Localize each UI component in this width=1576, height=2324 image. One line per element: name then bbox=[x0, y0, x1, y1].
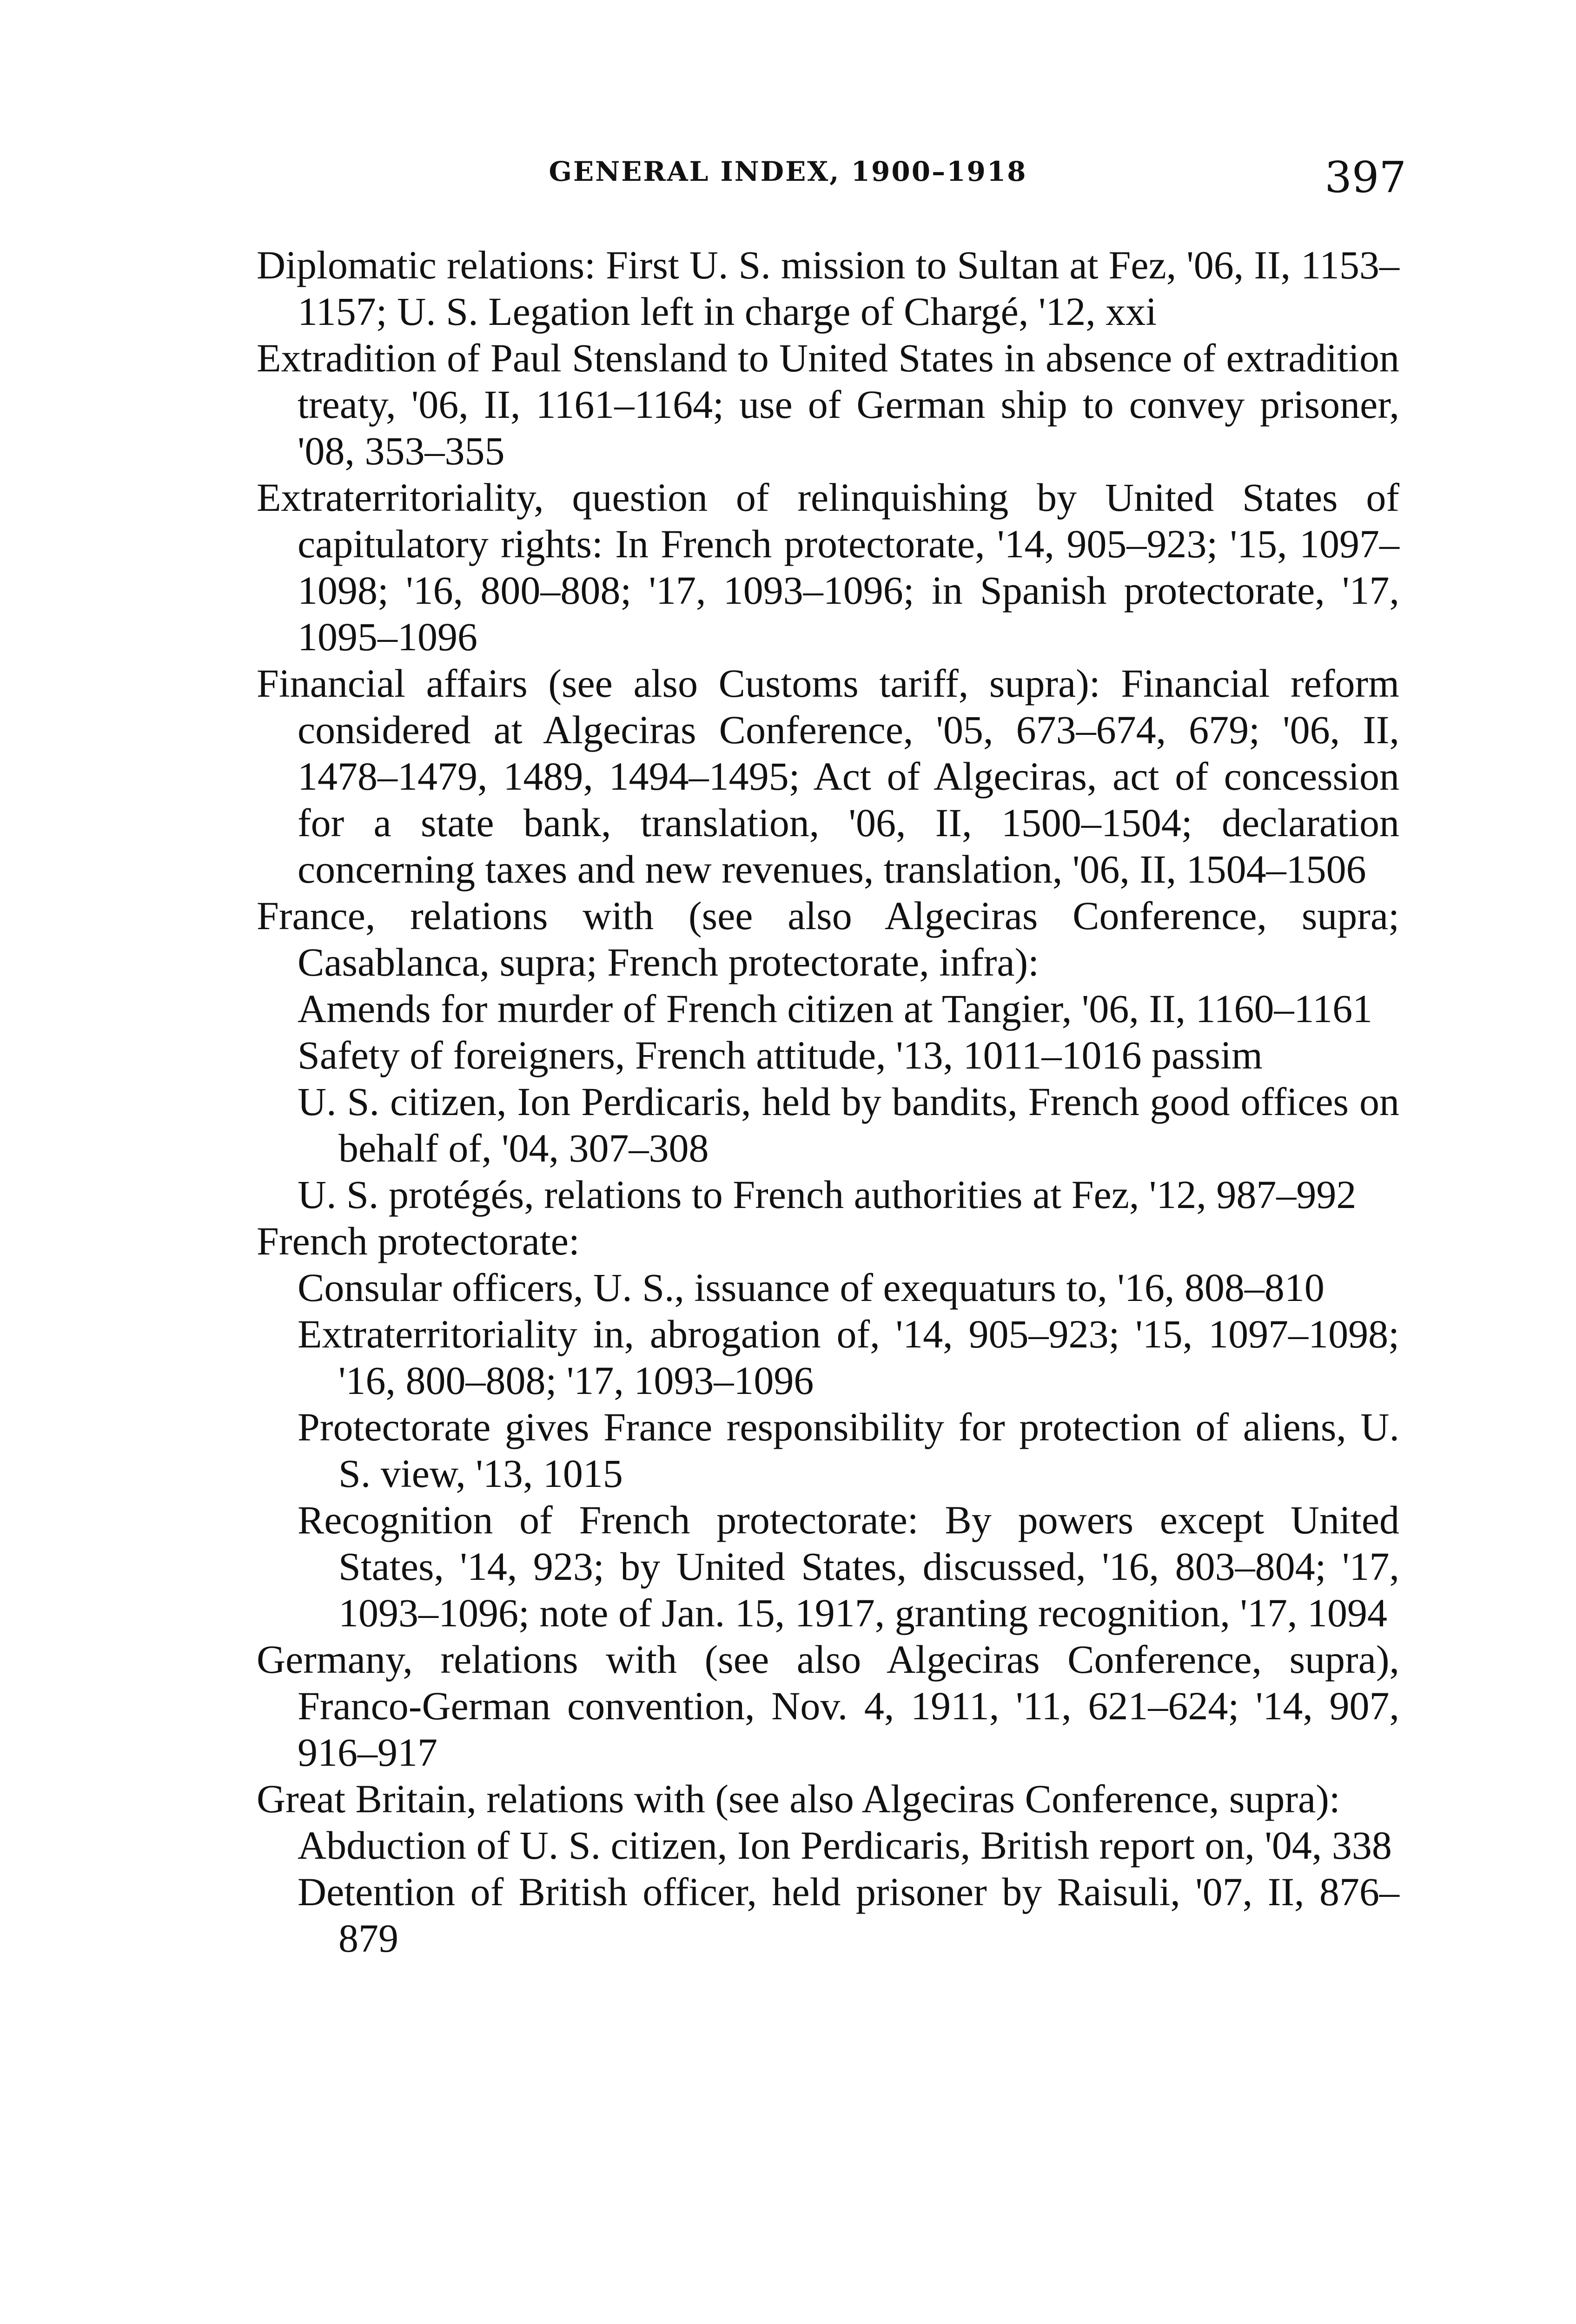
index-subentry: U. S. protégés, relations to French authorities at Fez, '12, 987–992 bbox=[298, 1172, 1357, 1217]
index-subentry: Extraterritoriality in, abrogation of, '14, 905–923; '15, 1097–1098; '16, 800–808; '17, 1093–1096 bbox=[298, 1312, 1399, 1403]
index-subentry: Protectorate gives France responsibility for protection of aliens, U. S. view, '13, 1015 bbox=[298, 1405, 1399, 1496]
page-number: 397 bbox=[1324, 152, 1406, 202]
index-entries bbox=[257, 242, 1399, 1961]
index-subentry: Recognition of French protectorate: By powers except United States, '14, 923; by United States, discussed, '16, 803–804; '17, 1093–1096; note of Jan. 15, 1917, granting recognition, '17, 1094 bbox=[298, 1498, 1399, 1635]
index-entry: Extradition of Paul Stensland to United States in absence of extradition treaty, '06, II, 1161–1164; use of German ship to convey prisoner, '08, 353–355 bbox=[257, 336, 1399, 473]
index-subentry: Consular officers, U. S., issuance of exequaturs to, '16, 808–810 bbox=[298, 1265, 1324, 1310]
index-subentry: Detention of British officer, held prisoner by Raisuli, '07, II, 876–879 bbox=[298, 1869, 1399, 1961]
running-header: GENERAL INDEX, 1900–1918 bbox=[549, 156, 1027, 187]
index-entry: Germany, relations with (see also Algeciras Conference, supra), Franco-German convention, Nov. 4, 1911, '11, 621–624; '14, 907, 916–917 bbox=[257, 1637, 1399, 1775]
index-entry: Financial affairs (see also Customs tariff, supra): Financial reform considered at Algeciras Conference, '05, 673–674, 679; '06, II, 1478–1479, 1489, 1494–1495; Act of Algeciras, act of concession for a state bank, translation, '06, II, 1500–1504; declaration concerning taxes and new revenues, translation, '06, II, 1504–1506 bbox=[257, 661, 1399, 891]
index-entry: French protectorate: bbox=[257, 1219, 580, 1263]
index-entry: Extraterritoriality, question of relinquishing by United States of capitulatory rights: In French protectorate, '14, 905–923; '15, 1097–1098; '16, 800–808; '17, 1093–1096; in Spanish protectorate, '17, 1095–1096 bbox=[257, 475, 1399, 659]
index-subentry: Amends for murder of French citizen at Tangier, '06, II, 1160–1161 bbox=[298, 986, 1373, 1031]
index-entry: Great Britain, relations with (see also Algeciras Conference, supra): bbox=[257, 1776, 1340, 1821]
index-entry: Diplomatic relations: First U. S. mission to Sultan at Fez, '06, II, 1153–1157; U. S. Legation left in charge of Chargé, '12, xxi bbox=[257, 243, 1399, 334]
index-subentry: U. S. citizen, Ion Perdicaris, held by bandits, French good offices on behalf of, '04, 307–308 bbox=[298, 1079, 1399, 1170]
index-entry: France, relations with (see also Algeciras Conference, supra; Casablanca, supra; French protectorate, infra): bbox=[257, 893, 1399, 984]
index-subentry: Abduction of U. S. citizen, Ion Perdicaris, British report on, '04, 338 bbox=[298, 1823, 1392, 1868]
index-subentry: Safety of foreigners, French attitude, '13, 1011–1016 passim bbox=[298, 1033, 1263, 1077]
